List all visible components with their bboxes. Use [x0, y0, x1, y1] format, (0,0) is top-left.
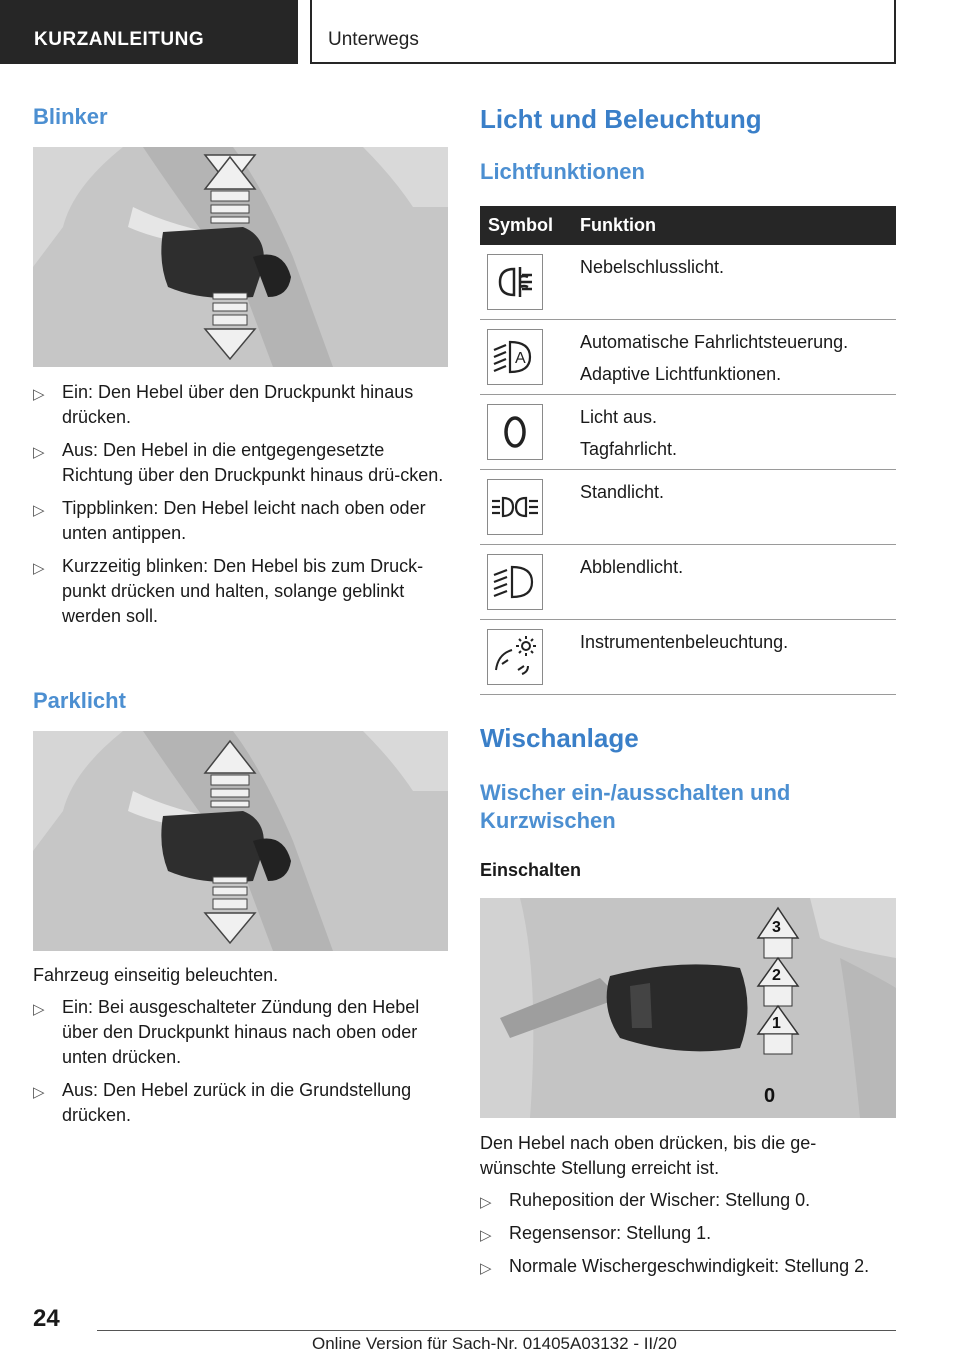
function-text: Instrumentenbeleuchtung.: [580, 632, 789, 652]
function-text: Automatische Fahrlichtsteuerung. Adaptive Lichtfunktionen.: [580, 332, 849, 384]
footer-divider: [97, 1330, 896, 1331]
triangle-bullet-icon: ▷: [33, 1001, 45, 1018]
position-label-1: 1: [772, 1015, 781, 1032]
triangle-bullet-icon: ▷: [33, 502, 45, 519]
wischer-subheading: Wischer ein-/ausschalten und Kurzwischen: [480, 780, 791, 833]
table-row: [480, 395, 896, 470]
table-row: [480, 245, 896, 320]
triangle-bullet-icon: ▷: [480, 1260, 492, 1277]
page-header: [0, 0, 960, 66]
auto-headlight-icon: [487, 329, 543, 385]
light-off-icon: [487, 404, 543, 460]
list-item: ▷ Ein: Bei ausgeschalteter Zündung den Hebel über den Druckpunkt hinaus nach oben oder unten drücken.: [33, 997, 420, 1067]
rear-fog-light-icon: [487, 254, 543, 310]
table-row: [480, 470, 896, 545]
blinker-lever-figure: [33, 147, 448, 367]
triangle-bullet-icon: ▷: [480, 1227, 492, 1244]
table-row: [480, 320, 896, 395]
licht-heading: Licht und Beleuchtung: [480, 104, 762, 134]
parklicht-list: [33, 995, 448, 1136]
list-item: ▷ Ein: Den Hebel über den Druckpunkt hinaus drücken.: [33, 382, 414, 427]
lichtfunktionen-heading: Lichtfunktionen: [480, 159, 645, 184]
list-item: ▷ Regensensor: Stellung 1.: [480, 1221, 896, 1246]
chapter-tab[interactable]: Unterwegs: [310, 0, 896, 64]
table-row: [480, 620, 896, 695]
parklicht-lever-figure: [33, 731, 448, 951]
low-beam-icon: [487, 554, 543, 610]
position-label-0: 0: [764, 1085, 776, 1107]
triangle-bullet-icon: ▷: [33, 560, 45, 577]
position-label-2: 2: [772, 967, 781, 984]
position-label-3: 3: [772, 919, 781, 936]
wiper-lever-figure: [480, 898, 896, 1118]
triangle-bullet-icon: ▷: [480, 1194, 492, 1211]
einschalten-heading: Einschalten: [480, 860, 582, 880]
parklicht-heading: Parklicht: [33, 688, 126, 713]
function-text: Standlicht.: [580, 482, 665, 502]
parklicht-intro: Fahrzeug einseitig beleuchten.: [33, 965, 279, 985]
svg-text:A: A: [515, 350, 526, 367]
footer-version: Online Version für Sach-Nr. 01405A03132 - II/20: [312, 1334, 677, 1353]
list-item: ▷ Kurzzeitig blinken: Den Hebel bis zum Druck-punkt drücken und halten, solange geblinkt werden soll.: [33, 556, 424, 626]
function-text: Nebelschlusslicht.: [580, 257, 725, 277]
instrument-lighting-icon: [487, 629, 543, 685]
page-number: 24: [33, 1305, 60, 1332]
column-header-function: Funktion: [580, 215, 656, 235]
list-item: ▷ Aus: Den Hebel zurück in die Grundstellung drücken.: [33, 1080, 412, 1125]
list-item: ▷ Normale Wischergeschwindigkeit: Stellung 2.: [480, 1254, 896, 1279]
table-row: [480, 545, 896, 620]
triangle-bullet-icon: ▷: [33, 444, 45, 461]
blinker-list: [33, 380, 448, 637]
list-item: ▷ Ruheposition der Wischer: Stellung 0.: [480, 1188, 896, 1213]
wischer-intro: Den Hebel nach oben drücken, bis die ge- wünschte Stellung erreicht ist.: [480, 1133, 817, 1178]
list-item: ▷ Tippblinken: Den Hebel leicht nach oben oder unten antippen.: [33, 498, 426, 543]
table-header: [480, 206, 896, 245]
section-tab[interactable]: KURZANLEITUNG: [0, 0, 298, 64]
triangle-bullet-icon: ▷: [33, 1084, 45, 1101]
wischer-list: [480, 1188, 896, 1287]
list-item: ▷ Aus: Den Hebel in die entgegengesetzte Richtung über den Druckpunkt hinaus drü-cken.: [33, 440, 444, 485]
function-text: Licht aus. Tagfahrlicht.: [580, 407, 678, 459]
function-text: Abblendlicht.: [580, 557, 684, 577]
triangle-bullet-icon: ▷: [33, 386, 45, 403]
wischanlage-heading: Wischanlage: [480, 723, 639, 753]
parking-light-icon: [487, 479, 543, 535]
column-header-symbol: Symbol: [488, 215, 554, 235]
light-functions-table: [480, 206, 896, 695]
blinker-heading: Blinker: [33, 104, 108, 129]
